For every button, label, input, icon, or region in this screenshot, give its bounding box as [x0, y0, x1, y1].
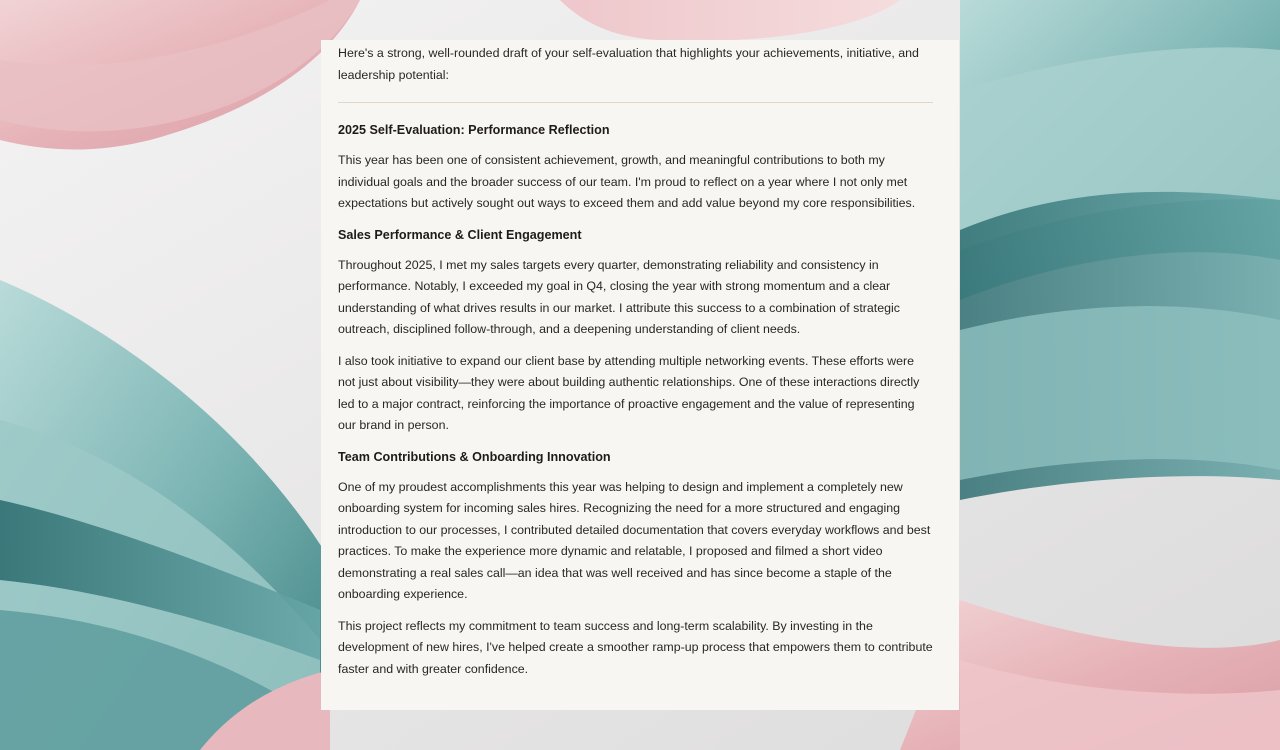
- self-evaluation-document: [321, 40, 959, 710]
- section-heading: Sales Performance & Client Engagement: [338, 227, 582, 242]
- section-divider: [338, 102, 933, 103]
- section-paragraph: I also took initiative to expand our client base by attending multiple networking events. These efforts were not just about visibility—they were about building authentic relationships. One of these interactions directly led to a major contract, reinforcing the importance of proactive engagement and the value of representing our brand in person.: [338, 353, 920, 432]
- document-title: 2025 Self-Evaluation: Performance Reflection: [338, 123, 610, 137]
- section-team-contributions: [338, 447, 933, 681]
- intro-text: Here's a strong, well-rounded draft of your self-evaluation that highlights your achievements, initiative, and leadership potential:: [338, 46, 919, 82]
- section-paragraph: Throughout 2025, I met my sales targets every quarter, demonstrating reliability and consistency in performance. Notably, I exceeded my goal in Q4, closing the year with strong momentum and a clear understanding of what drives results in our market. I attribute this success to a combination of strategic outreach, disciplined follow-through, and a deepening understanding of client needs.: [338, 257, 900, 336]
- section-paragraph: This project reflects my commitment to team success and long-term scalability. By investing in the development of new hires, I've helped create a smoother ramp-up process that empowers them to contribute faster and with greater confidence.: [338, 618, 933, 676]
- section-paragraph: One of my proudest accomplishments this year was helping to design and implement a completely new onboarding system for incoming sales hires. Recognizing the need for a more structured and engaging introduction to our processes, I contributed detailed documentation that covers everyday workflows and best practices. To make the experience more dynamic and relatable, I proposed and filmed a short video demonstrating a real sales call—an idea that was well received and has since become a staple of the onboarding experience.: [338, 479, 931, 601]
- opening-paragraph: This year has been one of consistent achievement, growth, and meaningful contributions to both my individual goals and the broader success of our team. I'm proud to reflect on a year where I not only met expectations but actively sought out ways to exceed them and add value beyond my core responsibilities.: [338, 153, 916, 210]
- section-heading: Team Contributions & Onboarding Innovation: [338, 449, 611, 464]
- section-sales-performance: [338, 225, 933, 437]
